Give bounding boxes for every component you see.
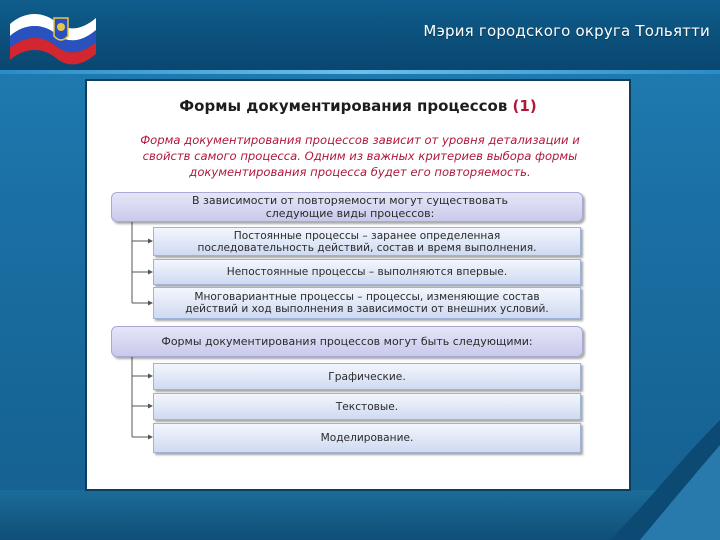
intro-line: Форма документирования процессов зависит от уровня детализации и [140,133,580,147]
item-line: Многовариантные процессы – процессы, изменяющие состав [194,291,540,303]
item-line: Моделирование. [320,432,414,444]
item-line: Текстовые. [335,400,399,413]
slide-title-text: Формы документирования процессов [179,97,508,115]
slide-image [85,79,631,491]
item-line: Постоянные процессы – заранее определенная [233,229,501,242]
group-repeatability [111,192,583,222]
organization-title: Мэрия городского округа Тольятти [423,22,710,40]
list-item-text [153,393,581,420]
list-item-nonconstant-processes [153,259,581,285]
list-item-modeling [153,423,581,453]
intro-line: свойств самого процесса. Одним из важных критериев выбора формы [142,149,578,163]
list-item-graphic [153,363,581,390]
flag-emblem-logo [6,4,102,70]
group-repeatability-label [192,194,508,220]
group-doc-forms-label: Формы документирования процессов могут быть следующими: [161,335,533,348]
item-line: действий и ход выполнения в зависимости от внешних условий. [185,303,549,315]
list-item-constant-processes [153,227,581,256]
group-label-line: следующие виды процессов: [265,207,435,220]
item-line: Непостоянные процессы – выполняются впервые. [226,266,508,278]
intro-line: документирования процесса будет его повторяемость. [189,165,531,179]
slide-title-number: (1) [512,97,537,115]
group-label-line: В зависимости от повторяемости могут существовать [192,194,508,207]
header-bar [0,0,720,74]
item-line: Графические. [328,370,406,383]
list-item-multivariant-processes [153,287,581,319]
group-doc-forms [111,326,583,357]
item-line: последовательность действий, состав и время выполнения. [197,241,537,254]
